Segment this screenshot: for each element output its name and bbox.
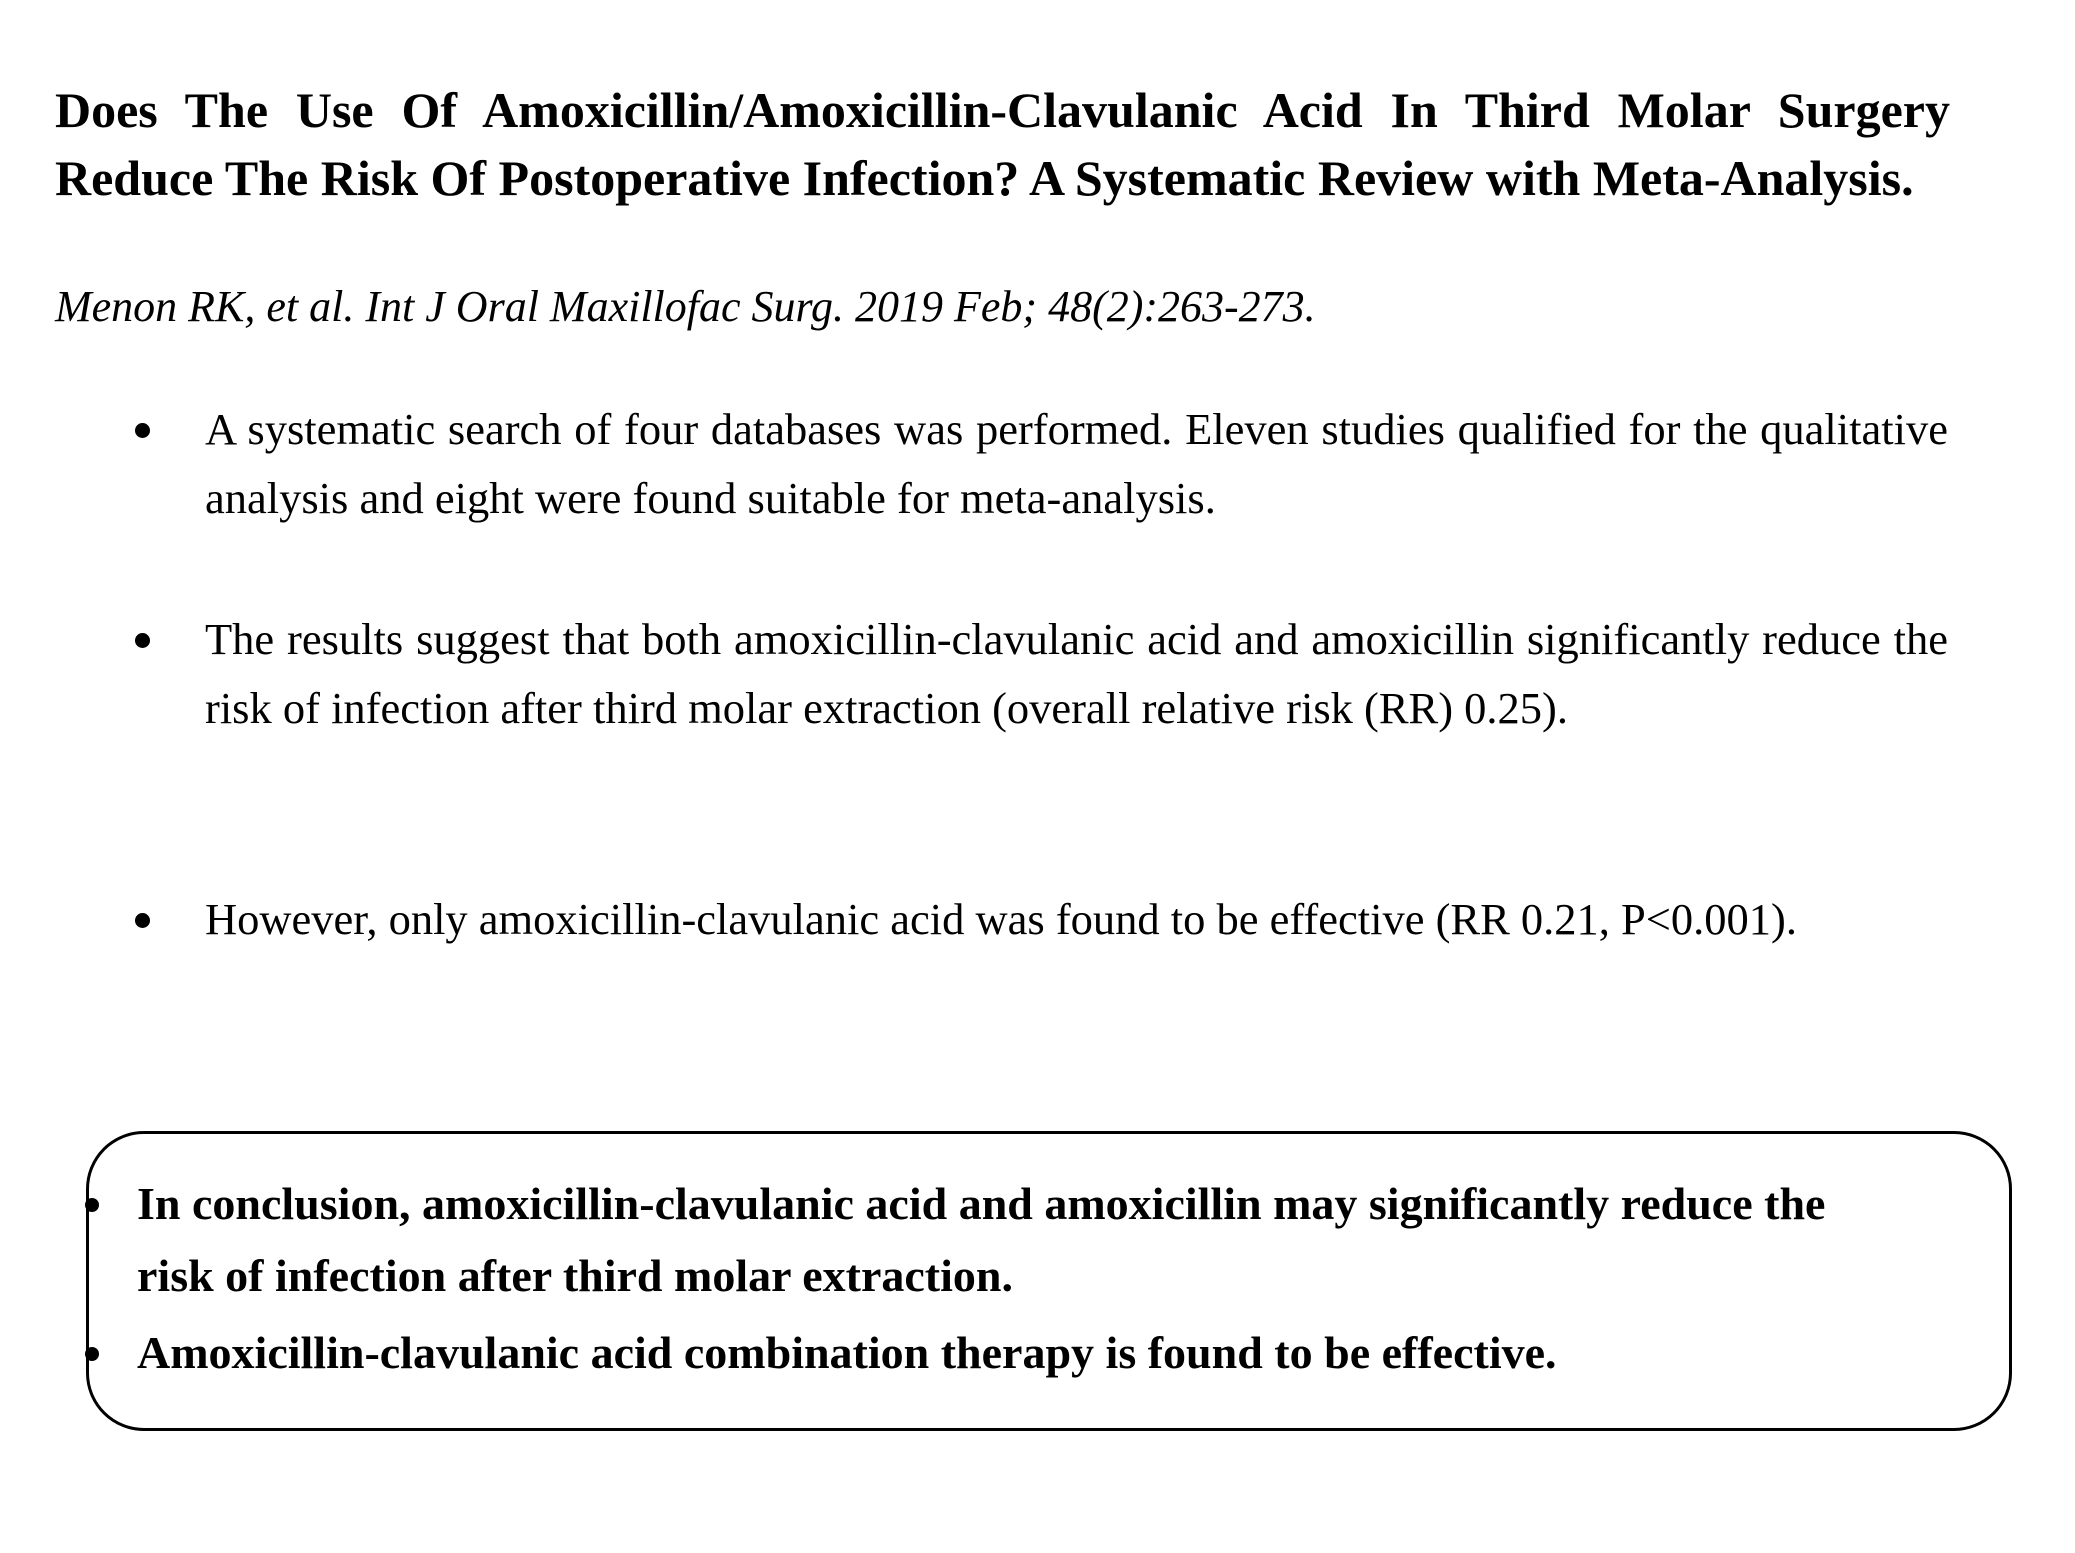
article-title: Does The Use Of Amoxicillin/Amoxicillin-Clavulanic Acid In Third Molar Surgery Reduce The Risk Of Postoperative Infection? A Systematic Review with Meta-Analysis. [55,82,1950,206]
bullet-icon [85,1198,99,1212]
finding-item [205,395,1948,533]
finding-text: However, only amoxicillin-clavulanic acid was found to be effective (RR 0.21, P<0.001). [205,894,1797,944]
bullet-icon [135,913,150,928]
conclusion-text: Amoxicillin-clavulanic acid combination therapy is found to be effective. [137,1327,1557,1378]
conclusion-item [137,1168,1897,1312]
conclusion-item [137,1317,1897,1389]
bullet-icon [135,423,150,438]
article-citation: Menon RK, et al. Int J Oral Maxillofac Surg. 2019 Feb; 48(2):263-273. [55,282,1316,331]
bullet-icon [85,1347,99,1361]
finding-item [205,605,1948,743]
bullet-icon [135,633,150,648]
finding-text: The results suggest that both amoxicillin-clavulanic acid and amoxicillin significantly reduce the risk of infection after third molar extraction (overall relative risk (RR) 0.25). [205,614,1948,733]
finding-item [205,885,1948,954]
conclusion-text: In conclusion, amoxicillin-clavulanic acid and amoxicillin may significantly reduce the risk of infection after third molar extraction. [137,1178,1826,1301]
finding-text: A systematic search of four databases was performed. Eleven studies qualified for the qualitative analysis and eight were found suitable for meta-analysis. [205,404,1948,523]
